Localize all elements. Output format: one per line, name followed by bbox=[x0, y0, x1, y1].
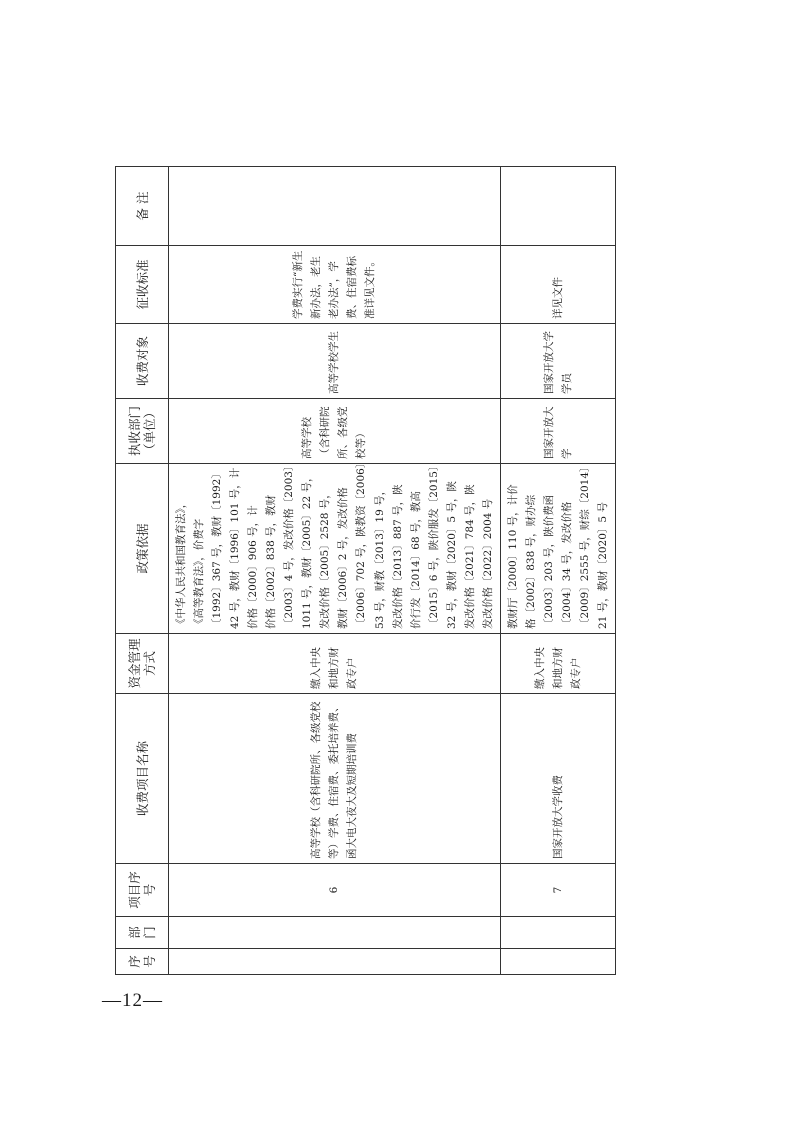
cell-item-seq: 7 bbox=[500, 864, 615, 917]
cell-fund-mgmt: 缴入中央和地方财政专户 bbox=[500, 634, 615, 694]
policy-line: 价格〔2002〕838 号，教财 bbox=[265, 494, 278, 629]
policy-line: 发改价格〔2021〕784 号，陕 bbox=[463, 484, 476, 629]
cell-note bbox=[169, 167, 501, 246]
header-standard: 征收标准 bbox=[116, 246, 169, 324]
cell-fund-mgmt: 缴入中央和地方财政专户 bbox=[169, 634, 501, 694]
cell-standard: 详见文件 bbox=[500, 246, 615, 324]
cell-seq bbox=[169, 949, 501, 975]
cell-policy bbox=[169, 457, 501, 634]
policy-line: 1011 号，教财〔2005〕22 号， bbox=[301, 471, 314, 629]
policy-line: 价行发〔2014〕68 号，教高 bbox=[409, 491, 422, 629]
policy-line: 发改价格〔2022〕2004 号 bbox=[481, 498, 494, 629]
policy-line: 价格〔2000〕906 号，计 bbox=[247, 505, 260, 629]
cell-standard: 学费实行“新生新办法，老生老办法”，学费、住宿费标准详见文件。 bbox=[169, 246, 501, 324]
policy-line: 教财厅〔2000〕110 号，计价 bbox=[506, 484, 519, 629]
policy-line: 53 号，财教〔2013〕19 号， bbox=[373, 484, 386, 629]
header-policy: 政策依据 bbox=[116, 464, 169, 634]
cell-note bbox=[500, 167, 615, 246]
table-header-row bbox=[116, 167, 169, 975]
policy-line: 教财〔2006〕2 号，发改价格 bbox=[337, 487, 350, 629]
cell-dept bbox=[169, 917, 501, 949]
policy-line: 发改价格〔2013〕887 号，陕 bbox=[391, 484, 404, 629]
cell-item-name: 高等学校（含科研院所、各级党校等）学费、住宿费、委托培养费、函大电大夜大及短期培训费 bbox=[169, 694, 501, 864]
header-item-seq: 项目序号 bbox=[116, 864, 169, 917]
policy-line: 〔2006〕702 号，陕教资〔2006〕 bbox=[355, 457, 368, 629]
policy-line: 《高等教育法》，价费字 bbox=[193, 518, 206, 629]
cell-target: 国家开放大学学员 bbox=[500, 324, 615, 399]
cell-seq bbox=[500, 949, 615, 975]
policy-line: 〔2003〕4 号，发改价格〔2003〕 bbox=[283, 460, 296, 629]
table-row bbox=[500, 167, 615, 975]
policy-line: 〔2009〕2555 号，财综〔2014〕 bbox=[579, 461, 592, 629]
policy-line: 〔2015〕6 号，陕价服发〔2015〕 bbox=[427, 460, 440, 629]
header-note: 备 注 bbox=[116, 167, 169, 246]
policy-line: 〔2004〕34 号，发改价格 bbox=[560, 501, 573, 629]
header-dept: 部门 bbox=[116, 917, 169, 949]
fee-table bbox=[115, 166, 616, 975]
cell-policy bbox=[500, 461, 615, 634]
policy-line: 42 号，教财〔1996〕101 号，计 bbox=[229, 467, 242, 629]
cell-dept bbox=[500, 917, 615, 949]
header-fund-mgmt: 资金管理方式 bbox=[116, 634, 169, 694]
header-seq: 序号 bbox=[116, 949, 169, 975]
table-row bbox=[169, 167, 501, 975]
policy-line: 21 号，教财〔2020〕5 号 bbox=[597, 502, 610, 629]
cell-target: 高等学校学生 bbox=[169, 324, 501, 399]
policy-line: 发改价格〔2005〕2528 号， bbox=[319, 488, 332, 629]
cell-collector: 高等学校（含科研院所、各级党校等） bbox=[169, 399, 501, 464]
cell-collector: 国家开放大学 bbox=[500, 399, 615, 464]
cell-item-name: 国家开放大学收费 bbox=[500, 694, 615, 864]
header-target: 收费对象 bbox=[116, 324, 169, 399]
policy-line: 格〔2002〕838 号，财办综 bbox=[524, 494, 537, 629]
cell-item-seq: 6 bbox=[169, 864, 501, 917]
header-item-name: 收费项目名称 bbox=[116, 694, 169, 864]
policy-line: 32 号，教财〔2020〕5 号，陕 bbox=[445, 481, 458, 629]
policy-line: 〔1992〕367 号，教财〔1992〕 bbox=[211, 468, 224, 629]
policy-line: 《中华人民共和国教育法》， bbox=[175, 497, 187, 629]
fee-table-wrapper bbox=[115, 167, 610, 975]
header-collector: 执收部门（单位） bbox=[116, 399, 169, 464]
policy-line: 〔2003〕203 号，陕价费函 bbox=[542, 494, 555, 629]
page-number: —12— bbox=[102, 990, 163, 1011]
